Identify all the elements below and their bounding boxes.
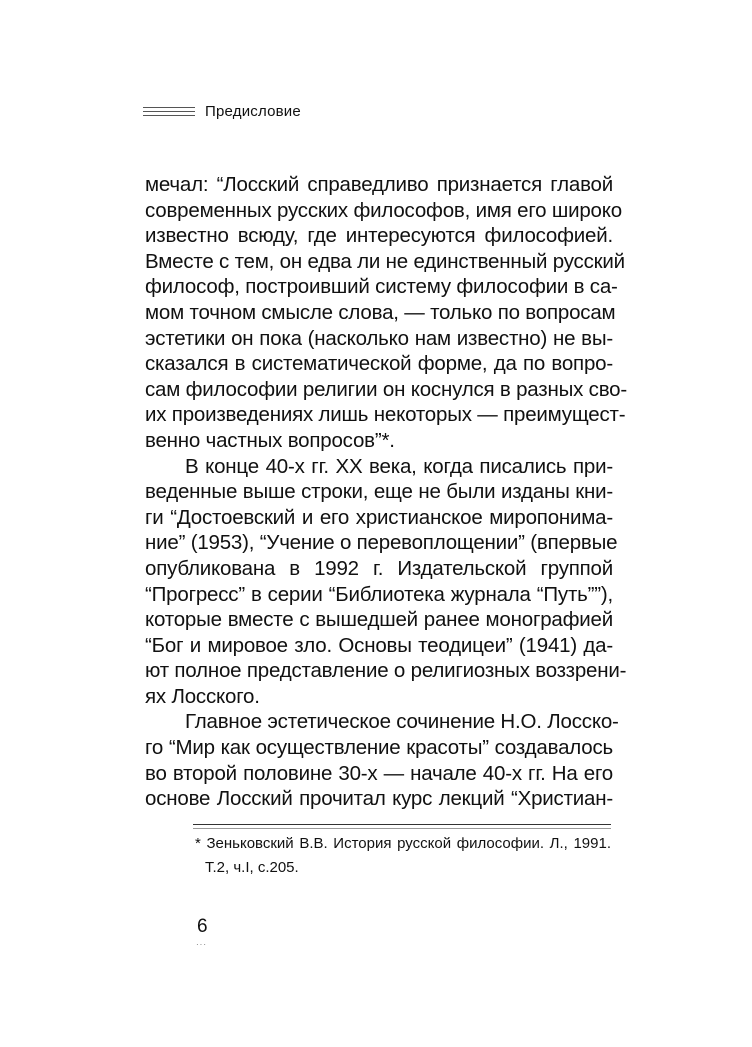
text-line: современных русских философов, имя его широко [145, 198, 622, 222]
text-line: опубликована в 1992 г. Издательской группой [145, 556, 613, 580]
text-line: го “Мир как осуществление красоты” создавалось [145, 736, 613, 760]
footnote-separator [193, 824, 611, 825]
text-line: во второй половине 30-х — начале 40-х гг. На его [145, 761, 613, 785]
text-line: “Бог и мировое зло. Основы теодицеи” (1941) да- [145, 633, 613, 657]
text-line: веденные выше строки, еще не были изданы кни- [145, 480, 613, 504]
header-title: Предисловие [205, 102, 301, 120]
footnote [195, 832, 611, 880]
text-line: философ, построивший систему философии в са- [145, 275, 618, 299]
text-line: мечал: “Лосский справедливо признается главой [145, 173, 613, 196]
text-line: венно частных вопросов”*. [145, 428, 395, 452]
text-line: которые вместе с вышедшей ранее монографией [145, 608, 613, 632]
footnote-line: Т.2, ч.I, с.205. [205, 859, 299, 876]
text-line: ют полное представление о религиозных воззрени- [145, 659, 627, 683]
text-line: сам философии религии он коснулся в разных сво- [145, 377, 627, 401]
page-number-ornament: ··· [196, 940, 207, 949]
text-line: ние” (1953), “Учение о перевоплощении” (впервые [145, 531, 618, 555]
main-text [145, 172, 627, 812]
page-number: 6 [197, 916, 208, 937]
running-header [143, 100, 301, 122]
text-line: основе Лосский прочитал курс лекций “Христиан- [145, 787, 613, 811]
text-line: мом точном смысле слова, — только по вопросам [145, 300, 616, 324]
text-line: ги “Достоевский и его христианское миропонима- [145, 505, 613, 529]
text-line: сказался в систематической форме, да по вопро- [145, 352, 613, 376]
text-line: известно всюду, где интересуются философией. [145, 224, 613, 248]
header-rule-ornament [143, 107, 195, 116]
footnote-line: * Зеньковский В.В. История русской философии. Л., 1991. [195, 835, 611, 852]
text-line: “Прогресс” в серии “Библиотека журнала “Путь””), [145, 582, 613, 606]
text-line: В конце 40-х гг. XX века, когда писались при- [185, 454, 613, 478]
footnote-separator-secondary [193, 828, 611, 829]
text-line: Главное эстетическое сочинение Н.О. Лосско- [185, 710, 619, 734]
text-line: эстетики он пока (насколько нам известно) не вы- [145, 326, 613, 350]
text-line: Вместе с тем, он едва ли не единственный русский [145, 249, 625, 273]
text-line: их произведениях лишь некоторых — преимущест- [145, 403, 626, 427]
text-line: ях Лосского. [145, 684, 260, 708]
